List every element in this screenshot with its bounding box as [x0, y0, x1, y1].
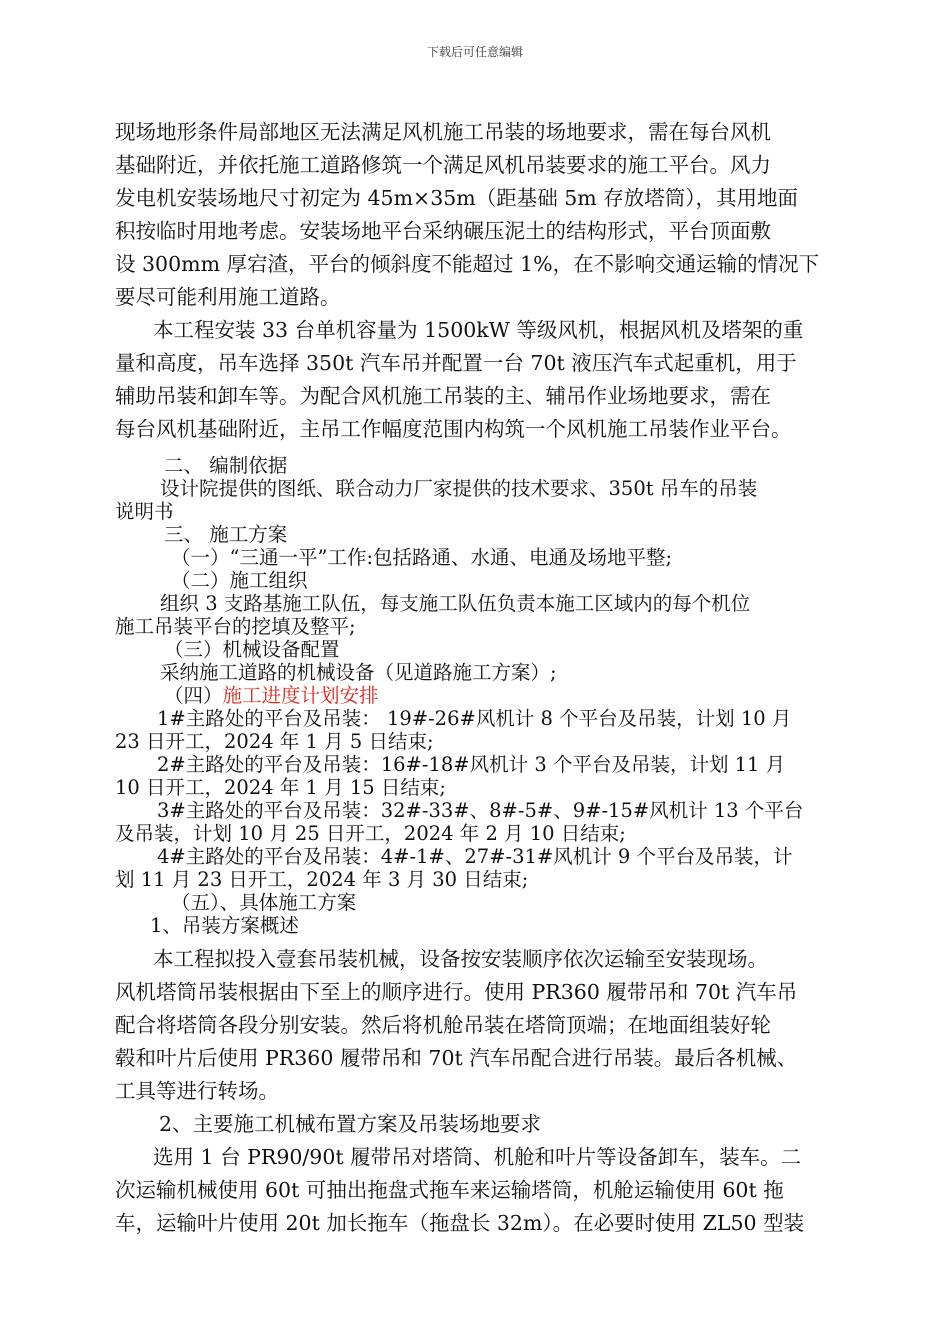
section3-item2-body: 施工吊装平台的挖填及整平;	[115, 615, 356, 638]
para4-line: 车，运输叶片使用 20t 加长拖车（拖盘长 32m）。在必要时使用 ZL50 型装	[115, 1211, 805, 1235]
para2-line: 每台风机基础附近，主吊工作幅度范围内构筑一个风机施工吊装作业平台。	[115, 417, 792, 441]
page-header: 下载后可任意编辑	[426, 45, 523, 59]
item4-prefix: （四）	[164, 684, 223, 707]
para3-line: 本工程拟投入壹套吊装机械，设备按安装顺序依次运输至安装现场。	[153, 947, 768, 971]
schedule-line: 4#主路处的平台及吊装：4#-1#、27#-31#风机计 9 个平台及吊装，计	[157, 845, 793, 868]
section3-item5: （五）、具体施工方案	[171, 891, 357, 914]
section3-item3: （三）机械设备配置	[164, 638, 340, 661]
para3-line: 毂和叶片后使用 PR360 履带吊和 70t 汽车吊配合进行吊装。最后各机械、	[115, 1046, 798, 1070]
para2-line: 本工程安装 33 台单机容量为 1500kW 等级风机，根据风机及塔架的重	[153, 318, 804, 342]
section3-heading: 三、 施工方案	[164, 523, 288, 546]
schedule-line: 10 日开工，2024 年 1 月 15 日结束;	[115, 776, 446, 799]
section3-item2-body: 组织 3 支路基施工队伍，每支施工队伍负责本施工区域内的每个机位	[160, 592, 751, 615]
para2-line: 辅助吊装和卸车等。为配合风机施工吊装的主、辅吊作业场地要求，需在	[115, 384, 771, 408]
schedule-line: 2#主路处的平台及吊装：16#-18#风机计 3 个平台及吊装，计划 11 月	[157, 753, 786, 776]
para3-line: 风机塔筒吊装根据由下至上的顺序进行。使用 PR360 履带吊和 70t 汽车吊	[115, 980, 798, 1004]
schedule-line: 划 11 月 23 日开工，2024 年 3 月 30 日结束;	[115, 868, 529, 891]
para1-line: 基础附近，并依托施工道路修筑一个满足风机吊装要求的施工平台。风力	[115, 153, 771, 177]
para1-line: 积按临时用地考虑。安装场地平台采纳碾压泥土的结构形式，平台顶面敷	[115, 219, 771, 243]
para1-line: 现场地形条件局部地区无法满足风机施工吊装的场地要求，需在每台风机	[115, 120, 771, 144]
schedule-line: 3#主路处的平台及吊装：32#-33#、8#-5#、9#-15#风机计 13 个平台	[157, 799, 804, 822]
para2-line: 量和高度，吊车选择 350t 汽车吊并配置一台 70t 液压汽车式起重机，用于	[115, 351, 797, 375]
section3-sub1: 1、吊装方案概述	[150, 914, 299, 937]
para4-line: 选用 1 台 PR90/90t 履带吊对塔筒、机舱和叶片等设备卸车，装车。二	[153, 1145, 802, 1169]
para1-line: 设 300mm 厚宕渣，平台的倾斜度不能超过 1%，在不影响交通运输的情况下	[115, 252, 820, 276]
section3-item2: （二）施工组织	[171, 569, 308, 592]
item4-title: 施工进度计划安排	[222, 684, 379, 707]
subheading-2: 2、主要施工机械布置方案及吊装场地要求	[159, 1112, 542, 1136]
section3-item3-body: 采纳施工道路的机械设备（见道路施工方案）;	[160, 661, 557, 684]
section2-body: 设计院提供的图纸、联合动力厂家提供的技术要求、350t 吊车的吊装	[160, 477, 758, 500]
schedule-line: 1#主路处的平台及吊装： 19#-26#风机计 8 个平台及吊装，计划 10 月	[157, 707, 792, 730]
section2-body: 说明书	[115, 500, 174, 523]
para4-line: 次运输机械使用 60t 可抽出拖盘式拖车来运输塔筒，机舱运输使用 60t 拖	[115, 1178, 784, 1202]
para3-line: 工具等进行转场。	[115, 1079, 279, 1103]
para1-line: 要尽可能利用施工道路。	[115, 285, 341, 309]
schedule-line: 23 日开工，2024 年 1 月 5 日结束;	[115, 730, 434, 753]
para3-line: 配合将塔筒各段分别安装。然后将机舱吊装在塔筒顶端；在地面组装好轮	[115, 1013, 771, 1037]
schedule-line: 及吊装，计划 10 月 25 日开工，2024 年 2 月 10 日结束;	[115, 822, 626, 845]
para1-line: 发电机安装场地尺寸初定为 45m×35m（距基础 5m 存放塔筒），其用地面	[115, 186, 799, 210]
section3-item1: （一）“三通一平”工作:包括路通、水通、电通及场地平整;	[171, 546, 673, 569]
section2-heading: 二、 编制依据	[164, 454, 288, 477]
